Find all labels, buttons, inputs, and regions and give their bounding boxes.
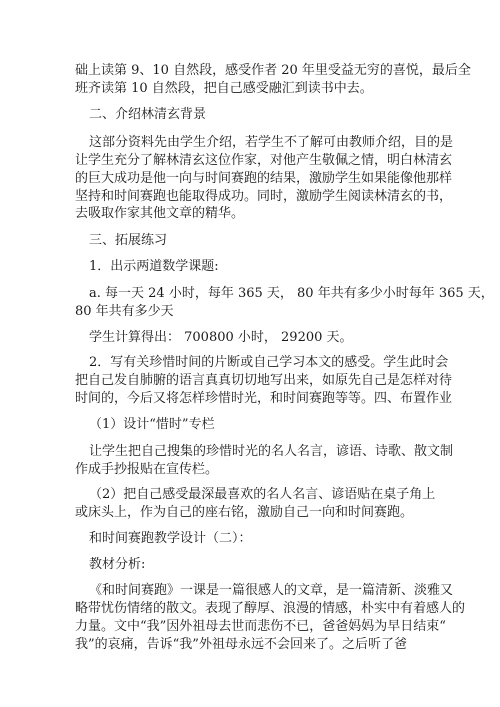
text-line: 1．出示两道数学课题: [89, 259, 219, 274]
text-line: 这部分资料先由学生介绍，若学生不了解可由教师介绍，目的是 [89, 135, 454, 150]
text-line: 《和时间赛跑》一课是一篇很感人的文章，是一篇清新、淡雅又 [89, 583, 454, 598]
text-line: 础上读第 9、10 自然段，感受作者 20 年里受益无穷的喜悦，最后全 [75, 63, 471, 78]
section-heading: 三、拓展练习 [89, 233, 168, 248]
text-line: 去吸取作家其他文章的精华。 [75, 206, 245, 221]
text-line: 班齐读第 10 自然段，把自己感受融汇到读书中去。 [75, 81, 373, 96]
text-line: 2．写有关珍惜时间的片断或自己学习本文的感受。学生此时会 [89, 355, 449, 370]
text-line: （1）设计“惜时”专栏 [89, 417, 215, 432]
text-line: a. 每一天 24 小时，每年 365 天， 80 年共有多少小时每年 365 天， [89, 286, 494, 301]
text-line: 让学生把自己搜集的珍惜时光的名人名言，谚语、诗歌、散文制 [89, 444, 454, 459]
text-line: 坚持和时间赛跑也能取得成功。同时，激励学生阅读林清玄的书， [75, 189, 453, 204]
text-line: 和时间赛跑教学设计（二）： [89, 531, 252, 546]
text-line: 的巨大成功是他一向与时间赛跑的结果，激励学生如果能像他那样 [75, 171, 453, 186]
text-line: 学生计算得出： 700800 小时， 29200 天。 [89, 330, 353, 345]
text-line: 把自己发自肺腑的语言真真切切地写出来，如原先自己是怎样对待 [75, 373, 453, 388]
text-line: 让学生充分了解林清玄这位作家，对他产生敬佩之情，明白林清玄 [75, 153, 453, 168]
text-line: 略带忧伤情绪的散文。表现了醇厚、浪漫的情感，朴实中有着感人的 [75, 601, 466, 616]
text-line: 作成手抄报贴在宣传栏。 [75, 462, 219, 477]
text-line: 80 年共有多少天 [75, 304, 174, 319]
text-line: 我”的哀痛，告诉“我”外祖母永远不会回来了。之后听了爸 [75, 637, 407, 652]
text-line: 时间的，今后又将怎样珍惜时光，和时间赛跑等等。四、布置作业 [75, 391, 453, 406]
section-heading: 二、介绍林清玄背景 [89, 107, 207, 122]
text-line: 力量。文中“我”因外祖母去世而悲伤不已，爸爸妈妈为早日结束“ [75, 619, 446, 634]
text-line: （2）把自己感受最深最喜欢的名人名言、谚语贴在桌子角上 [89, 487, 436, 502]
text-line: 教材分析: [89, 557, 146, 572]
text-line: 或床头上，作为自己的座右铭，激励自己一向和时间赛跑。 [75, 505, 414, 520]
